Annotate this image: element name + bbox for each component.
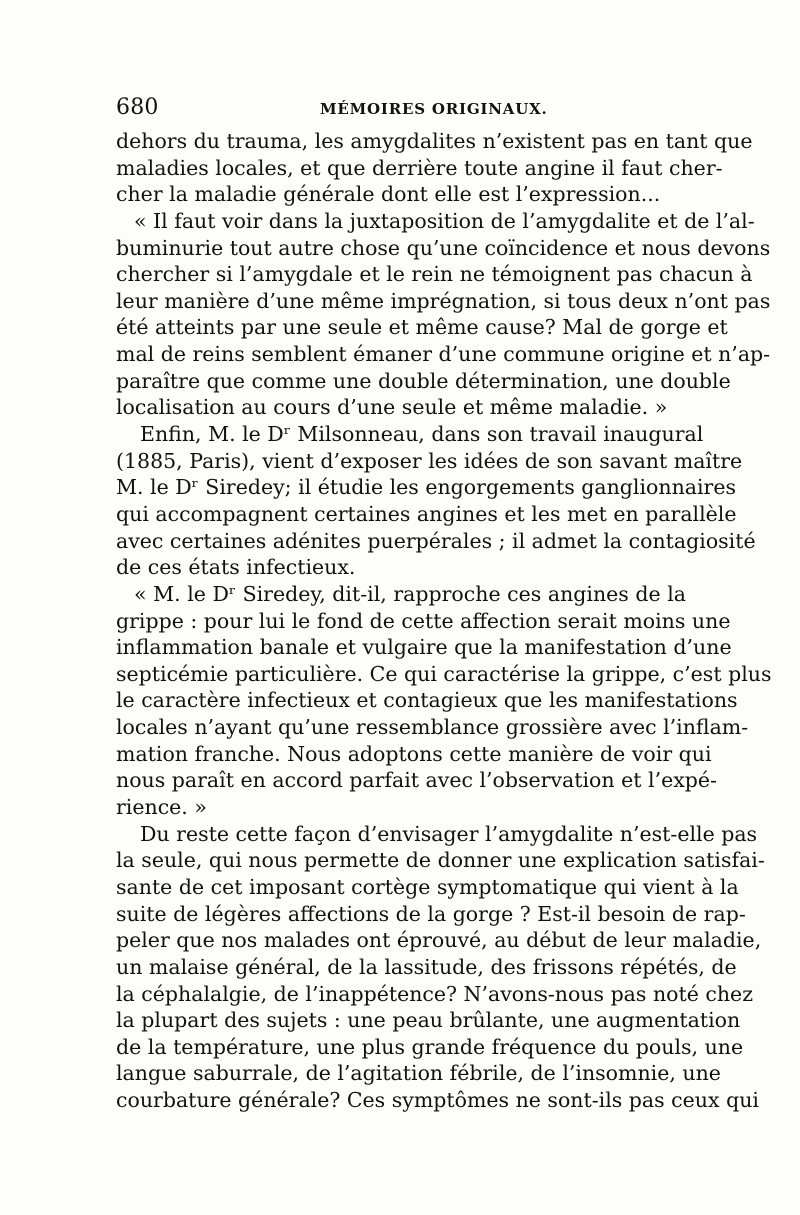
text-line: M. le Dʳ Siredey; il étudie les engorgements ganglionnaires: [116, 475, 737, 500]
text-line: la seule, qui nous permette de donner une explication satisfai-: [116, 848, 765, 873]
text-line: un malaise général, de la lassitude, des frissons répétés, de: [116, 954, 737, 979]
text-line: le caractère infectieux et contagieux que les manifestations: [116, 688, 738, 713]
text-line: mal de reins semblent émaner d’une commune origine et n’ap-: [116, 342, 771, 367]
text-line: leur manière d’une même imprégnation, si tous deux n’ont pas: [116, 288, 771, 313]
page-header: [116, 96, 686, 120]
text-line: de ces états infectieux.: [116, 555, 356, 580]
text-line: « Il faut voir dans la juxtaposition de l’amygdalite et de l’al-: [134, 208, 755, 233]
text-line: suite de légères affections de la gorge ? Est-il besoin de rap-: [116, 901, 746, 926]
text-line: inflammation banale et vulgaire que la manifestation d’une: [116, 635, 732, 660]
text-line: courbature générale? Ces symptômes ne sont-ils pas ceux qui: [116, 1088, 759, 1113]
text-line: nous paraît en accord parfait avec l’observation et l’expé-: [116, 768, 717, 793]
text-line: peler que nos malades ont éprouvé, au début de leur maladie,: [116, 928, 762, 953]
text-line: grippe : pour lui le fond de cette affection serait moins une: [116, 608, 731, 633]
text-line: la plupart des sujets : une peau brûlante, une augmentation: [116, 1008, 741, 1033]
text-line: la céphalalgie, de l’inappétence? N’avons-nous pas noté chez: [116, 981, 753, 1006]
running-title: MÉMOIRES ORIGINAUX.: [320, 100, 548, 118]
text-line: avec certaines adénites puerpérales ; il admet la contagiosité: [116, 528, 756, 553]
text-line: (1885, Paris), vient d’exposer les idées de son savant maître: [116, 448, 743, 473]
text-line: rience. »: [116, 795, 207, 820]
text-line: été atteints par une seule et même cause? Mal de gorge et: [116, 315, 728, 340]
text-line: chercher si l’amygdale et le rein ne témoignent pas chacun à: [116, 262, 753, 287]
text-line: maladies locales, et que derrière toute angine il faut cher-: [116, 155, 723, 180]
body-text: [116, 128, 772, 1114]
text-line: septicémie particulière. Ce qui caractérise la grippe, c’est plus: [116, 661, 772, 686]
text-line: mation franche. Nous adoptons cette manière de voir qui: [116, 741, 712, 766]
text-line: de la température, une plus grande fréquence du pouls, une: [116, 1034, 744, 1059]
text-line: buminurie tout autre chose qu’une coïncidence et nous devons: [116, 235, 771, 260]
text-line: dehors du trauma, les amygdalites n’existent pas en tant que: [116, 129, 753, 153]
text-line: paraître que comme une double détermination, une double: [116, 368, 731, 393]
text-line: Enfin, M. le Dʳ Milsonneau, dans son travail inaugural: [140, 422, 704, 447]
text-line: langue saburrale, de l’agitation fébrile, de l’insomnie, une: [116, 1061, 721, 1086]
text-line: cher la maladie générale dont elle est l’expression...: [116, 182, 661, 207]
text-line: locales n’ayant qu’une ressemblance grossière avec l’inflam-: [116, 715, 749, 740]
page-number: 680: [116, 95, 159, 120]
text-line: qui accompagnent certaines angines et les met en parallèle: [116, 501, 737, 526]
text-line: « M. le Dʳ Siredey, dit-il, rapproche ces angines de la: [134, 581, 686, 606]
text-line: localisation au cours d’une seule et même maladie. »: [116, 395, 668, 420]
text-line: Du reste cette façon d’envisager l’amygdalite n’est-elle pas: [140, 821, 758, 846]
text-line: sante de cet imposant cortège symptomatique qui vient à la: [116, 874, 739, 899]
